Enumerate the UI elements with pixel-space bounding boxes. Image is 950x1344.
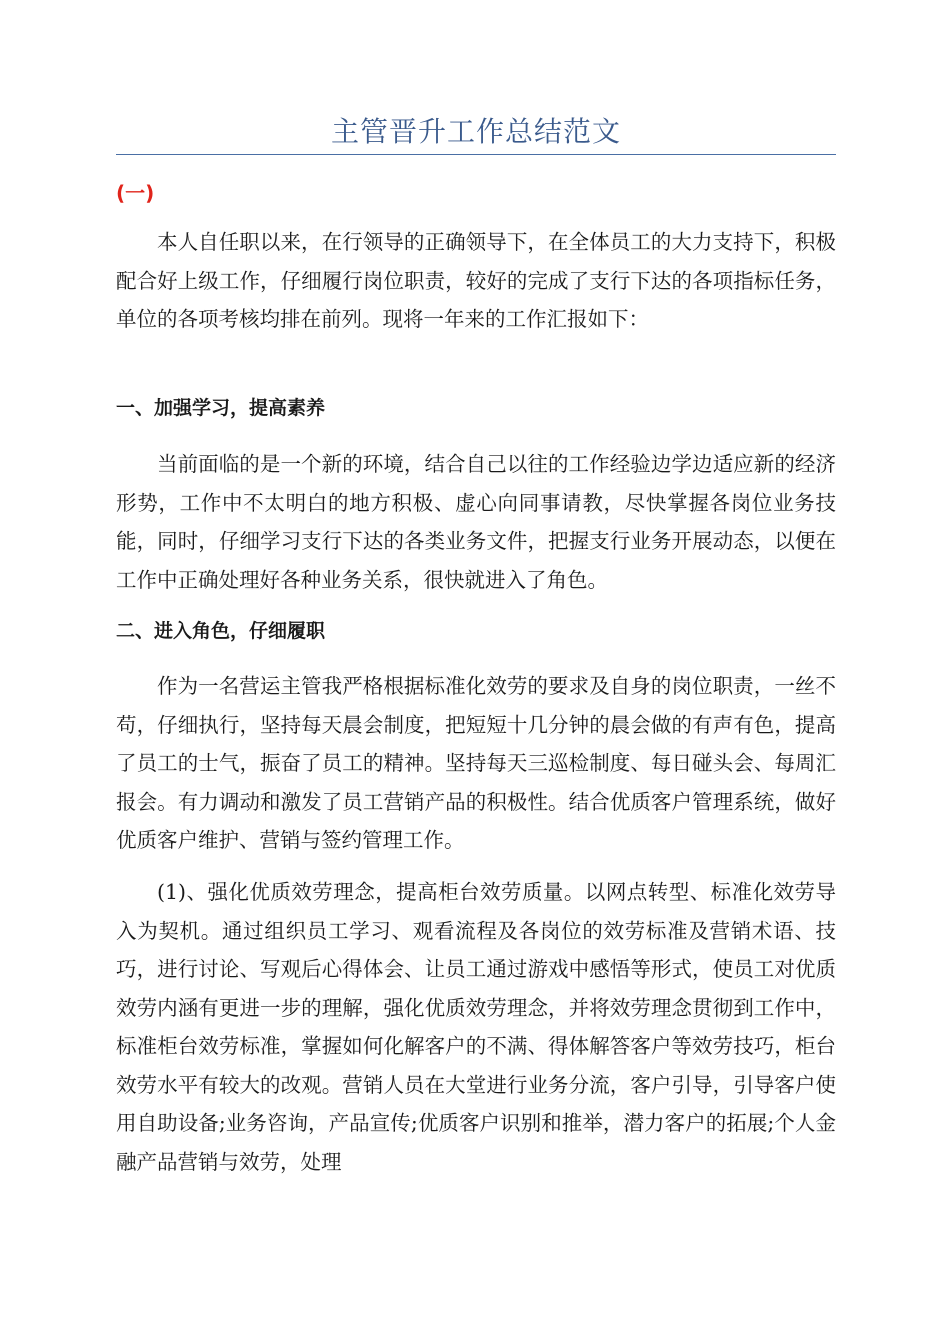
document-title: 主管晋升工作总结范文 [330,115,621,148]
study-paragraph: 当前面临的是一个新的环境，结合自己以往的工作经验边学边适应新的经济形势，工作中不太明白的地方积极、虚心向同事请教，尽快掌握各岗位业务技能，同时，仔细学习支行下达的各类业务文件，把握支行业务开展动态，以便在工作中正确处理好各种业务关系，很快就进入了角色。 [116,452,836,592]
title-underline [116,154,836,155]
heading-study: 一、加强学习，提高素养 [116,397,326,419]
heading-role: 二、进入角色，仔细履职 [116,620,326,642]
section-marker: (一) [116,181,155,205]
role-paragraph: 作为一名营运主管我严格根据标准化效劳的要求及自身的岗位职责，一丝不苟，仔细执行，坚持每天晨会制度，把短短十几分钟的晨会做的有声有色，提高了员工的士气，振奋了员工的精神。坚持每天三巡检制度、每日碰头会、每周汇报会。有力调动和激发了员工营销产品的积极性。结合优质客户管理系统，做好优质客户维护、营销与签约管理工作。 [116,674,836,852]
service-item-paragraph: (1)、强化优质效劳理念，提高柜台效劳质量。以网点转型、标准化效劳导入为契机。通过组织员工学习、观看流程及各岗位的效劳标准及营销术语、技巧，进行讨论、写观后心得体会、让员工通过游戏中感悟等形式，使员工对优质效劳内涵有更进一步的理解，强化优质效劳理念，并将效劳理念贯彻到工作中，标准柜台效劳标准，掌握如何化解客户的不满、得体解答客户等效劳技巧，柜台效劳水平有较大的改观。营销人员在大堂进行业务分流，客户引导，引导客户使用自助设备;业务咨询，产品宣传;优质客户识别和推举，潜力客户的拓展;个人金融产品营销与效劳，处理 [116,880,836,1174]
intro-paragraph: 本人自任职以来，在行领导的正确领导下，在全体员工的大力支持下，积极配合好上级工作，仔细履行岗位职责，较好的完成了支行下达的各项指标任务，单位的各项考核均排在前列。现将一年来的工作汇报如下： [116,230,836,331]
